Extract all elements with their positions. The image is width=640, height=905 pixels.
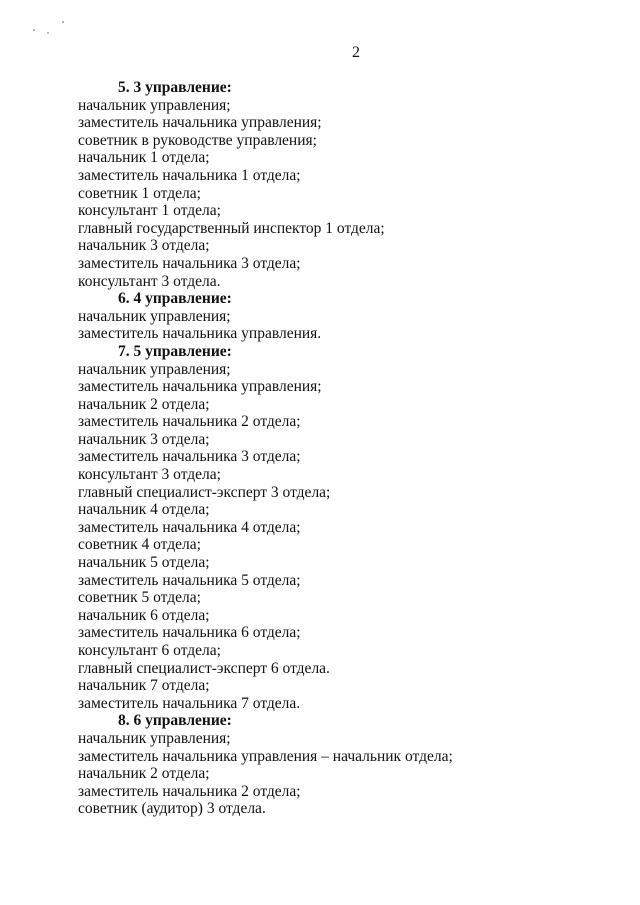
list-item: начальник 5 отдела; (78, 554, 210, 572)
list-item: начальник управления; (78, 360, 231, 378)
section-heading: 5. 3 управление: (118, 79, 232, 96)
list-item: заместитель начальника 6 отдела; (78, 624, 301, 642)
list-item: начальник 7 отдела; (78, 677, 210, 695)
section (78, 343, 618, 712)
list-item: заместитель начальника управления. (78, 325, 322, 343)
list-item: консультант 1 отдела; (78, 202, 221, 220)
list-item: главный государственный инспектор 1 отдела; (78, 219, 385, 237)
list-item: заместитель начальника 7 отдела. (78, 694, 301, 712)
list-item: начальник 3 отдела; (78, 237, 210, 255)
list-item: начальник 4 отдела; (78, 501, 210, 519)
list-item: начальник 2 отдела; (78, 395, 210, 413)
list-item: начальник 2 отдела; (78, 765, 210, 783)
list-item: советник 4 отдела; (78, 536, 201, 554)
list-item: главный специалист-эксперт 3 отдела; (78, 483, 331, 501)
list-item: советник 5 отдела; (78, 589, 201, 607)
list-item: заместитель начальника управления; (78, 378, 322, 396)
list-item: заместитель начальника управления – начальник отдела; (78, 747, 453, 765)
list-item: консультант 6 отдела; (78, 642, 221, 659)
section (78, 290, 618, 343)
section-heading: 8. 6 управление: (118, 712, 232, 730)
list-item: заместитель начальника 2 отдела; (78, 782, 301, 800)
page-number: 2 (352, 44, 360, 61)
list-item: заместитель начальника 4 отдела; (78, 518, 301, 536)
list-item: начальник управления; (78, 96, 231, 114)
list-item: начальник управления; (78, 729, 231, 747)
list-item: заместитель начальника 3 отдела; (78, 254, 301, 272)
list-item: начальник 1 отдела; (78, 149, 210, 167)
list-item: советник 1 отдела; (78, 184, 201, 202)
list-item: заместитель начальника управления; (78, 114, 322, 132)
list-item: заместитель начальника 1 отдела; (78, 166, 301, 184)
list-item: начальник управления; (78, 307, 231, 325)
document-body (78, 79, 618, 818)
list-item: советник в руководстве управления; (78, 131, 317, 149)
list-item: советник (аудитор) 3 отдела. (78, 800, 266, 818)
list-item: консультант 3 отдела; (78, 466, 221, 484)
list-item: начальник 3 отдела; (78, 430, 210, 448)
section (78, 712, 618, 818)
list-item: главный специалист-эксперт 6 отдела. (78, 659, 330, 677)
scan-artifact-dots (30, 18, 70, 38)
list-item: заместитель начальника 3 отдела; (78, 448, 301, 466)
list-item: заместитель начальника 2 отдела; (78, 413, 301, 431)
list-item: консультант 3 отдела. (78, 272, 221, 290)
section-heading: 7. 5 управление: (118, 342, 232, 360)
list-item: заместитель начальника 5 отдела; (78, 571, 301, 589)
section (78, 79, 618, 290)
list-item: начальник 6 отдела; (78, 606, 210, 624)
section-heading: 6. 4 управление: (118, 290, 232, 308)
